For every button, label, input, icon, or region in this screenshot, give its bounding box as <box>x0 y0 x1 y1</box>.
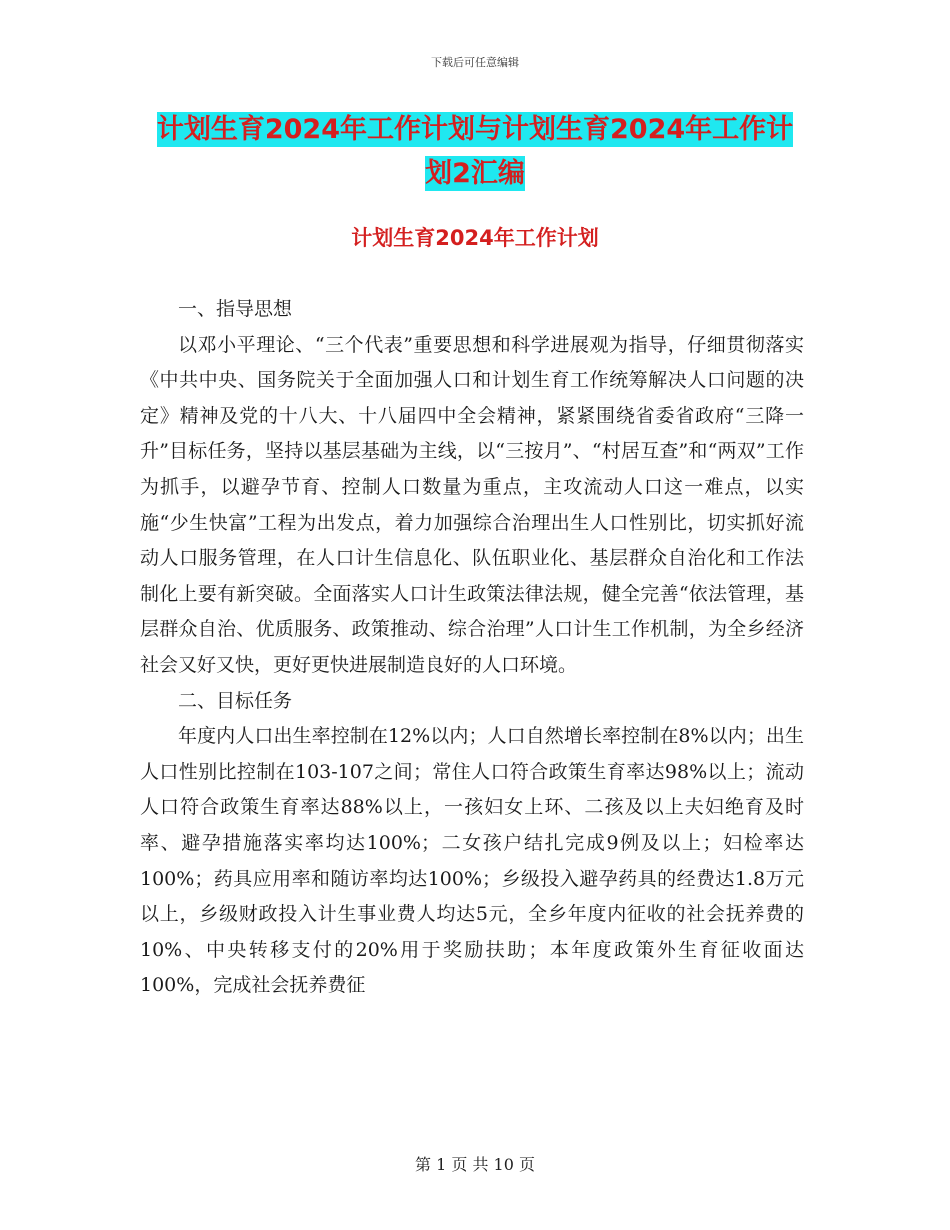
header-note: 下载后可任意编辑 <box>431 56 519 69</box>
document-title-line-2: 划2汇编 <box>425 158 525 189</box>
document-title-line-1: 计划生育2024年工作计划与计划生育2024年工作计 <box>156 114 794 145</box>
page-footer: 第 1 页 共 10 页 <box>415 1155 535 1174</box>
document-title <box>140 108 810 196</box>
heading-target-tasks: 二、目标任务 <box>178 689 293 712</box>
heading-guiding-ideology: 一、指导思想 <box>178 298 293 320</box>
section-title: 计划生育2024年工作计划 <box>351 226 599 250</box>
paragraph-target-tasks: 年度内人口出生率控制在12%以内；人口自然增长率控制在8%以内；出生人口性别比控制在103-107之间；常住人口符合政策生育率达98%以上；流动人口符合政策生育率达88%以上，一孩妇女上环、二孩及以上夫妇绝育及时率、避孕措施落实率均达100%；二女孩户结扎完成9例及以上；妇检率达100%；药具应用率和随访率均达100%；乡级投入避孕药具的经费达1.8万元以上，乡级财政投入计生事业费人均达5元，全乡年度内征收的社会抚养费的10%、中央转移支付的20%用于奖励扶助；本年度政策外生育征收面达100%，完成社会抚养费征 <box>140 725 804 997</box>
document-body <box>140 292 804 1004</box>
paragraph-guiding-ideology: 以邓小平理论、“三个代表”重要思想和科学进展观为指导，仔细贯彻落实《中共中央、国务院关于全面加强人口和计划生育工作统筹解决人口问题的决定》精神及党的十八大、十八届四中全会精神，紧紧围绕省委省政府“三降一升”目标任务，坚持以基层基础为主线，以“三按月”、“村居互查”和“两双”工作为抓手，以避孕节育、控制人口数量为重点，主攻流动人口这一难点，以实施“少生快富”工程为出发点，着力加强综合治理出生人口性别比，切实抓好流动人口服务管理，在人口计生信息化、队伍职业化、基层群众自治化和工作法制化上要有新突破。全面落实人口计生政策法律法规，健全完善“依法管理，基层群众自治、优质服务、政策推动、综合治理”人口计生工作机制，为全乡经济社会又好又快，更好更快进展制造良好的人口环境。 <box>140 333 804 676</box>
